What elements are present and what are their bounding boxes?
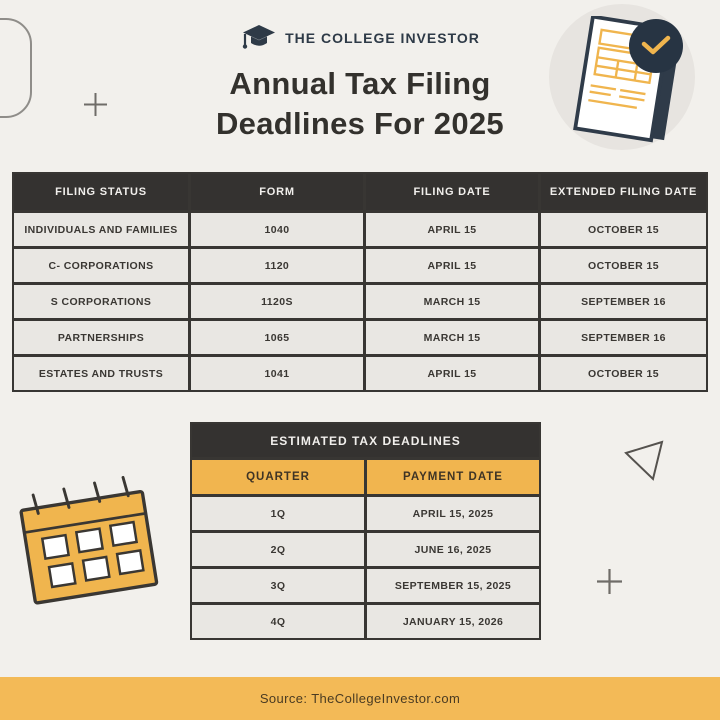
table-cell-extended-date: SEPTEMBER 16: [541, 321, 706, 354]
table-cell-quarter: 3Q: [192, 569, 364, 602]
table-cell-extended-date: OCTOBER 15: [541, 213, 706, 246]
table-cell-payment-date: APRIL 15, 2025: [367, 497, 539, 530]
table-cell-form: 1040: [191, 213, 363, 246]
estimated-tax-table: [190, 422, 541, 640]
table-cell-filing-date: APRIL 15: [366, 249, 538, 282]
filing-deadlines-table: [12, 172, 708, 392]
table-cell-extended-date: OCTOBER 15: [541, 249, 706, 282]
page-title-line2: Deadlines For 2025: [216, 105, 504, 141]
page-title-line1: Annual Tax Filing: [229, 66, 491, 101]
page-title: [0, 64, 720, 143]
table-cell-filing-status: C- CORPORATIONS: [14, 249, 188, 282]
source-attribution: Source: TheCollegeInvestor.com: [259, 691, 461, 706]
table-cell-form: 1120: [191, 249, 363, 282]
table-cell-payment-date: JUNE 16, 2025: [367, 533, 539, 566]
column-header-extended-filing-date: EXTENDED FILING DATE: [541, 174, 706, 210]
column-header-form: FORM: [191, 174, 363, 210]
table-cell-filing-status: PARTNERSHIPS: [14, 321, 188, 354]
brand-logo: [0, 24, 720, 51]
table-cell-filing-date: APRIL 15: [366, 213, 538, 246]
column-header-payment-date: PAYMENT DATE: [367, 460, 539, 494]
plus-icon: [596, 568, 623, 595]
table-cell-filing-status: S CORPORATIONS: [14, 285, 188, 318]
estimated-table-title: ESTIMATED TAX DEADLINES: [192, 424, 539, 457]
column-header-filing-status: FILING STATUS: [14, 174, 188, 210]
graduation-cap-icon: [240, 24, 276, 51]
table-cell-form: 1041: [191, 357, 363, 390]
table-cell-filing-status: ESTATES AND TRUSTS: [14, 357, 188, 390]
table-cell-form: 1065: [191, 321, 363, 354]
column-header-filing-date: FILING DATE: [366, 174, 538, 210]
table-cell-quarter: 1Q: [192, 497, 364, 530]
table-cell-quarter: 4Q: [192, 605, 364, 638]
table-cell-extended-date: SEPTEMBER 16: [541, 285, 706, 318]
calendar-illustration: [14, 472, 165, 610]
table-cell-filing-date: MARCH 15: [366, 321, 538, 354]
brand-name: THE COLLEGE INVESTOR: [285, 29, 480, 46]
table-cell-extended-date: OCTOBER 15: [541, 357, 706, 390]
table-cell-form: 1120S: [191, 285, 363, 318]
footer-band: [0, 677, 720, 720]
column-header-quarter: QUARTER: [192, 460, 364, 494]
table-cell-payment-date: JANUARY 15, 2026: [367, 605, 539, 638]
table-cell-filing-date: MARCH 15: [366, 285, 538, 318]
table-cell-filing-date: APRIL 15: [366, 357, 538, 390]
table-cell-filing-status: INDIVIDUALS AND FAMILIES: [14, 213, 188, 246]
table-cell-quarter: 2Q: [192, 533, 364, 566]
triangle-outline-icon: [618, 434, 670, 486]
table-cell-payment-date: SEPTEMBER 15, 2025: [367, 569, 539, 602]
